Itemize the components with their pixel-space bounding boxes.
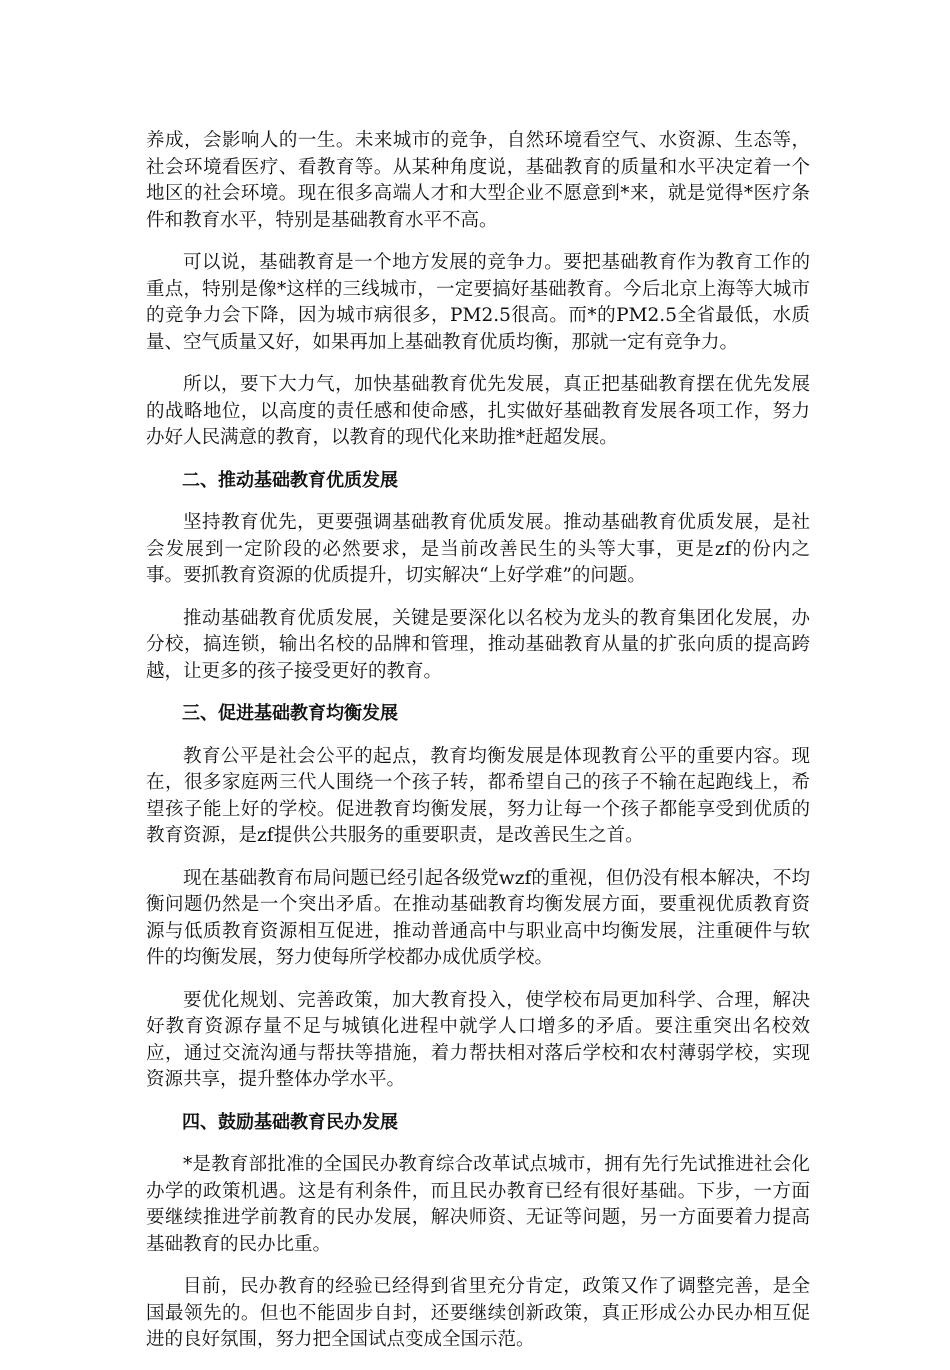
paragraph-priority: 所以，要下大力气，加快基础教育优先发展，真正把基础教育摆在优先发展的战略地位，以高度的责任感和使命感，扎实做好基础教育发展各项工作，努力办好人民满意的教育，以教育的现代化来助推*赶超发展。 — [146, 374, 810, 448]
paragraph-balance-1: 教育公平是社会公平的起点，教育均衡发展是体现教育公平的重要内容。现在，很多家庭两三代人围绕一个孩子转，都希望自己的孩子不输在起跑线上，希望孩子能上好的学校。促进教育均衡发展，努力让每一个孩子都能享受到优质的教育资源，是zf提供公共服务的重要职责，是改善民生之首。 — [146, 745, 810, 846]
paragraph-intro: 养成，会影响人的一生。未来城市的竞争，自然环境看空气、水资源、生态等，社会环境看医疗、看教育等。从某种角度说，基础教育的质量和水平决定着一个地区的社会环境。现在很多高端人才和大型企业不愿意到*来，就是觉得*医疗条件和教育水平，特别是基础教育水平不高。 — [146, 130, 810, 231]
section-heading-quality: 二、推动基础教育优质发展 — [182, 469, 398, 491]
paragraph-private-2: 目前，民办教育的经验已经得到省里充分肯定，政策又作了调整完善，是全国最领先的。但也不能固步自封，还要继续创新政策，真正形成公办民办相互促进的良好氛围，努力把全国试点变成全国示范。 — [146, 1276, 810, 1350]
section-heading-balance: 三、促进基础教育均衡发展 — [182, 703, 398, 724]
document-page — [146, 128, 810, 1370]
paragraph-quality-2: 推动基础教育优质发展，关键是要深化以名校为龙头的教育集团化发展，办分校，搞连锁，输出名校的品牌和管理，推动基础教育从量的扩张向质的提高跨越，让更多的孩子接受更好的教育。 — [146, 607, 810, 682]
paragraph-balance-3: 要优化规划、完善政策，加大教育投入，使学校布局更加科学、合理，解决好教育资源存量不足与城镇化进程中就学人口增多的矛盾。要注重突出名校效应，通过交流沟通与帮扶等措施，着力帮扶相对落后学校和农村薄弱学校，实现资源共享，提升整体办学水平。 — [146, 989, 810, 1090]
paragraph-competitiveness: 可以说，基础教育是一个地方发展的竞争力。要把基础教育作为教育工作的重点，特别是像*这样的三线城市，一定要搞好基础教育。今后北京上海等大城市的竞争力会下降，因为城市病很多，PM2.5很高。而*的PM2.5全省最低，水质量、空气质量又好，如果再加上基础教育优质均衡，那就一定有竞争力。 — [146, 252, 810, 353]
paragraph-balance-2: 现在基础教育布局问题已经引起各级党wzf的重视，但仍没有根本解决，不均衡问题仍然是一个突出矛盾。在推动基础教育均衡发展方面，要重视优质教育资源与低质教育资源相互促进，推动普通高中与职业高中均衡发展，注重硬件与软件的均衡发展，努力使每所学校都办成优质学校。 — [146, 867, 810, 968]
paragraph-private-1: *是教育部批准的全国民办教育综合改革试点城市，拥有先行先试推进社会化办学的政策机遇。这是有利条件，而且民办教育已经有很好基础。下步，一方面要继续推进学前教育的民办发展，解决师资、无证等问题，另一方面要着力提高基础教育的民办比重。 — [146, 1154, 810, 1255]
section-heading-private: 四、鼓励基础教育民办发展 — [182, 1111, 398, 1133]
paragraph-quality-1: 坚持教育优先，更要强调基础教育优质发展。推动基础教育优质发展，是社会发展到一定阶段的必然要求，是当前改善民生的头等大事，更是zf的份内之事。要抓教育资源的优质提升，切实解决“上好学难”的问题。 — [146, 512, 810, 586]
